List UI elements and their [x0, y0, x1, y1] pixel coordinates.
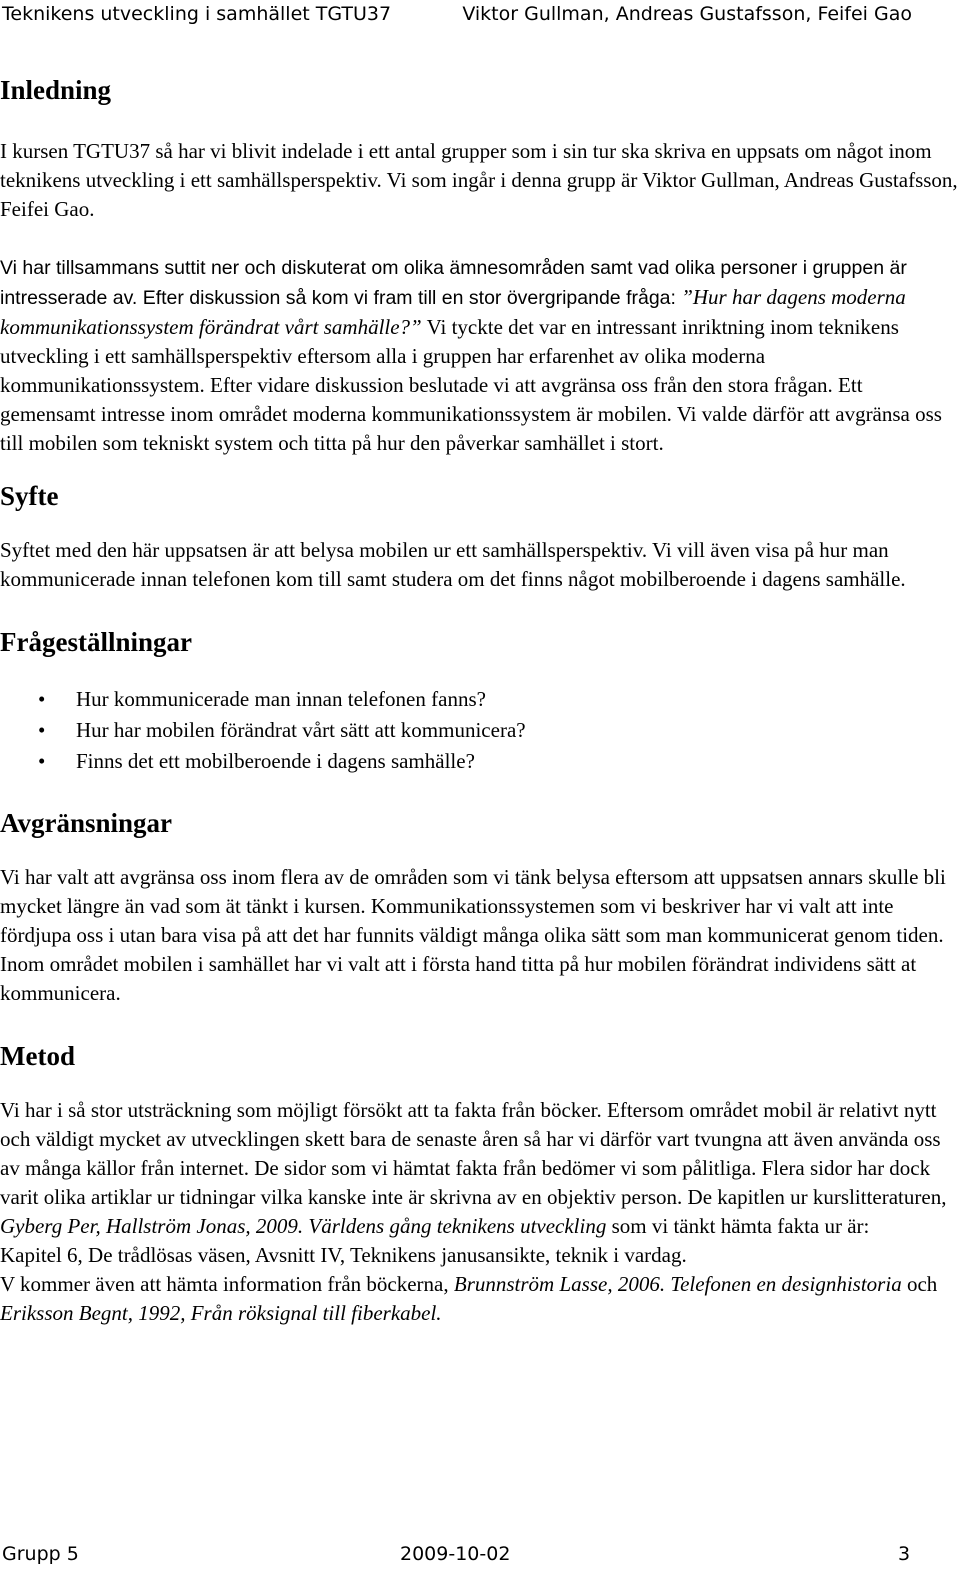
heading-fragestallningar: Frågeställningar [0, 627, 192, 657]
reference-course-literature: Gyberg Per, Hallström Jonas, 2009. Världens gång teknikens utveckling [0, 1214, 607, 1238]
header-course: Teknikens utveckling i samhället TGTU37 [2, 3, 392, 25]
heading-avgransningar: Avgränsningar [0, 808, 173, 838]
document-body [0, 72, 960, 1328]
page-header [0, 0, 960, 30]
reference-telefonen: Brunnström Lasse, 2006. Telefonen en designhistoria [453, 1272, 902, 1296]
heading-inledning: Inledning [0, 75, 112, 105]
reference-roksignal: Eriksson Begnt, 1992, Från röksignal till fiberkabel. [0, 1301, 442, 1325]
metod-paragraph-3: V kommer även att hämta information från böckerna, Brunnström Lasse, 2006. Telefonen en designhistoria och Eriksson Begnt, 1992, Från röksignal till fiberkabel. [0, 1272, 938, 1325]
footer-date: 2009-10-02 [400, 1543, 511, 1565]
research-question: ”Hur har dagens moderna kommunikationssystem förändrat vårt samhälle?” [0, 285, 906, 339]
footer-page-number: 3 [898, 1543, 911, 1565]
list-item: • Finns det ett mobilberoende i dagens samhälle? [0, 746, 960, 777]
metod-paragraph-1: Vi har i så stor utsträckning som möjligt försökt att ta fakta från böcker. Eftersom området mobil är relativt nytt och väldigt mycket av utvecklingen skett bara de senaste åren så har vi därför vart tvungna att även använda oss av många källor från internet. De sidor som vi hämtat fakta från bedömer vi som pålitliga. Flera sidor har dock varit olika artiklar ur tidningar vilka kanske inte är skrivna av en objektiv person. De kapitlen ur kurslitteraturen, Gyberg Per, Hallström Jonas, 2009. Världens gång teknikens utveckling som vi tänkt hämta fakta ur är: [0, 1098, 947, 1238]
question-list [0, 684, 960, 777]
inledning-paragraph-1: I kursen TGTU37 så har vi blivit indelade i ett antal grupper som i sin tur ska skriva en uppsats om något inom teknikens utveckling i ett samhällsperspektiv. Vi som ingår i denna grupp är Viktor Gullman, Andreas Gustafsson, Feifei Gao. [0, 139, 958, 221]
heading-syfte: Syfte [0, 481, 59, 511]
bullet-icon: • [38, 749, 46, 773]
list-item: • Hur har mobilen förändrat vårt sätt att kommunicera? [0, 715, 960, 746]
inledning-paragraph-2 [0, 253, 960, 458]
bullet-icon: • [38, 718, 46, 742]
bullet-icon: • [38, 687, 46, 711]
header-authors: Viktor Gullman, Andreas Gustafsson, Feifei Gao [462, 3, 912, 25]
inledning-paragraph-2-rest: Vi tyckte det var en intressant inriktning inom teknikens utveckling i ett samhällsperspektiv eftersom alla i gruppen har erfarenhet av olika moderna kommunikationssystem. Efter vidare diskussion beslutade vi att avgränsa oss från den stora frågan. Ett gemensamt intresse inom området moderna kommunikationssystem är mobilen. Vi valde därför att avgränsa oss till mobilen som tekniskt system och titta på hur den påverkar samhället i stort. [0, 315, 942, 455]
metod-paragraph-2: Kapitel 6, De trådlösas väsen, Avsnitt IV, Teknikens janusansikte, teknik i vardag. [0, 1243, 687, 1267]
avgransningar-paragraph: Vi har valt att avgränsa oss inom flera av de områden som vi tänk belysa eftersom att uppsatsen annars skulle bli mycket längre än vad som ät tänkt i kursen. Kommunikationssystemen som vi beskriver har vi valt att inte fördjupa oss i utan bara visa på att det har funnits väldigt många olika sätt som man kommunicerat genom tiden. Inom området mobilen i samhället har vi valt att i första hand titta på hur mobilen förändrat individens sätt at kommunicera. [0, 865, 946, 1005]
page-footer [0, 1538, 960, 1574]
syfte-paragraph: Syftet med den här uppsatsen är att belysa mobilen ur ett samhällsperspektiv. Vi vill även visa på hur man kommunicerade innan telefonen kom till samt studera om det finns något mobilberoende i dagens samhälle. [0, 538, 906, 591]
inledning-paragraph-2-intro: Vi har tillsammans suttit ner och diskuterat om olika ämnesområden samt vad olika personer i gruppen är intresserade av. Efter diskussion så kom vi fram till en stor övergripande fråga: [0, 257, 907, 309]
footer-group: Grupp 5 [2, 1543, 79, 1565]
list-item: • Hur kommunicerade man innan telefonen fanns? [0, 684, 960, 715]
heading-metod: Metod [0, 1041, 75, 1071]
